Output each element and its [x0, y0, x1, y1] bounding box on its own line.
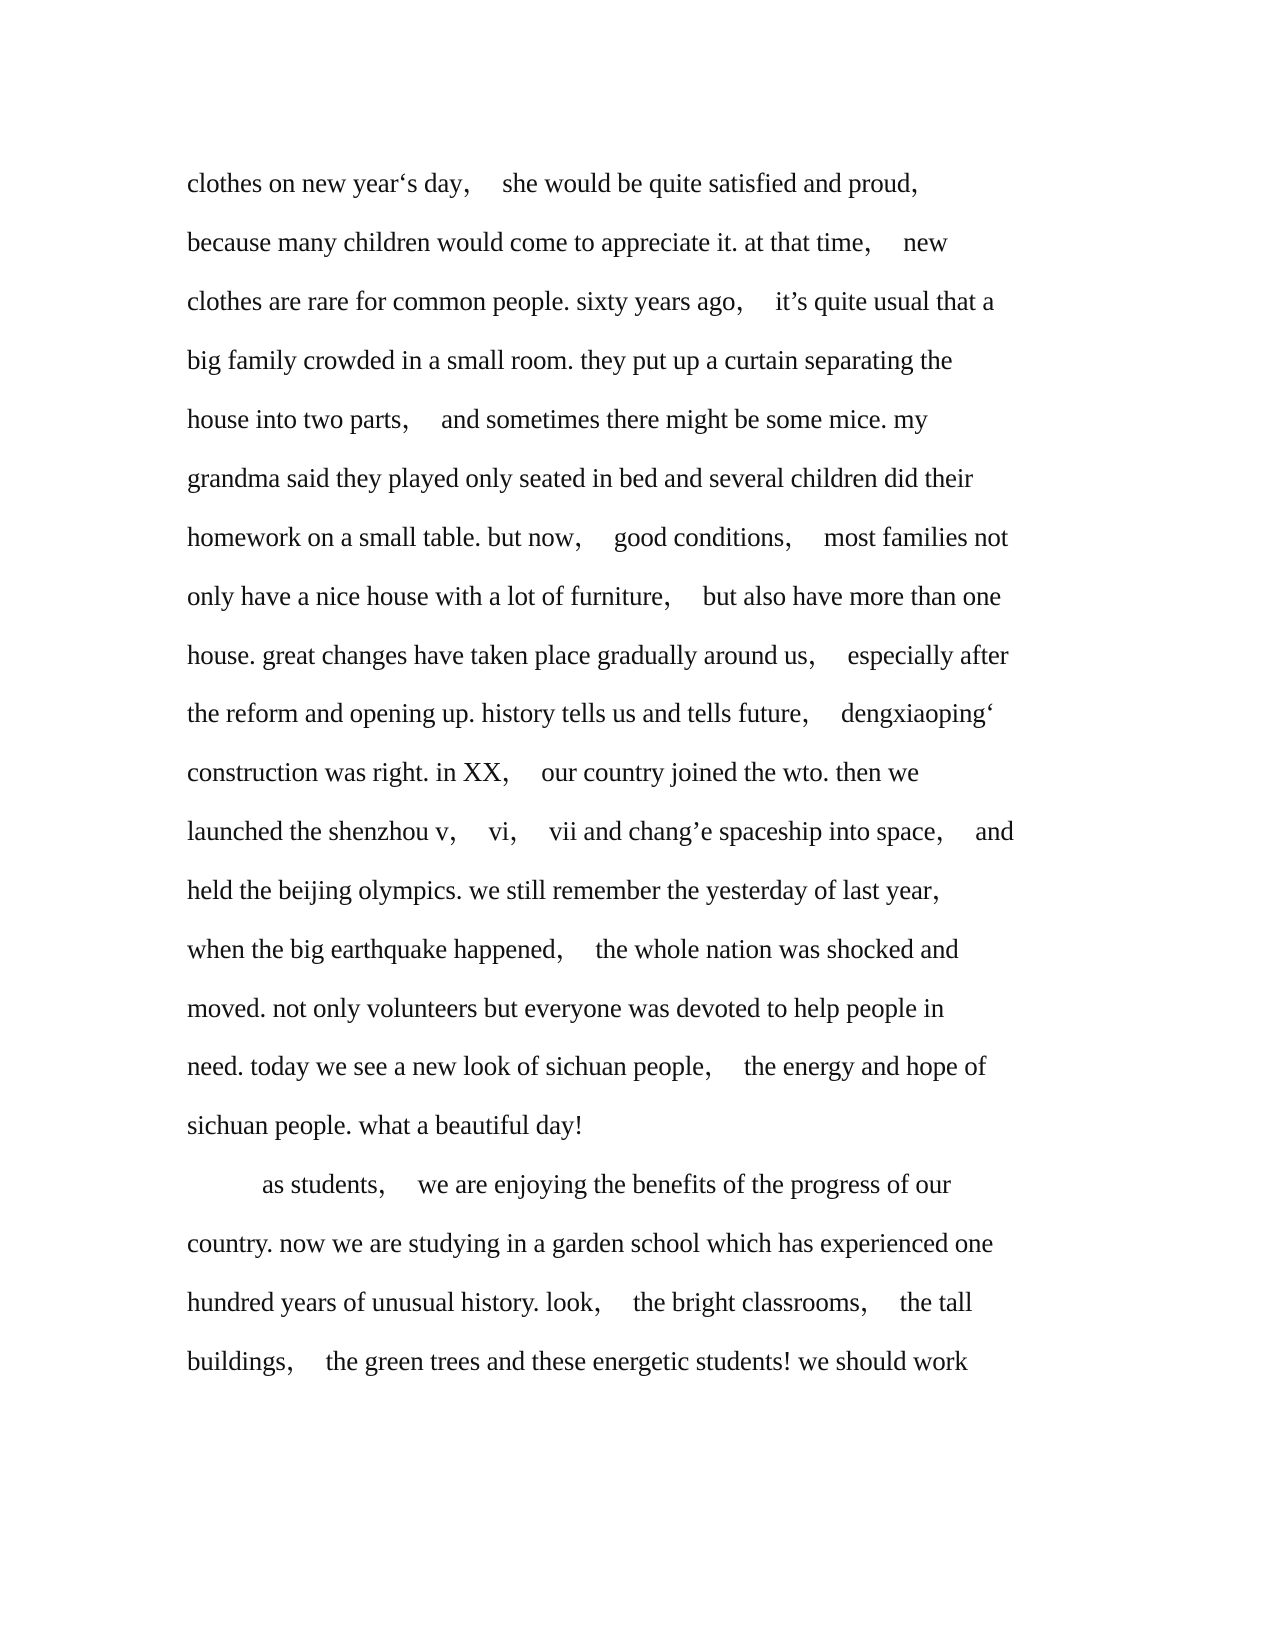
text-line: the reform and opening up. history tells us and tells future， dengxiaoping‘	[187, 698, 995, 728]
text-line: big family crowded in a small room. they put up a curtain separating the	[187, 345, 953, 375]
text-line: clothes are rare for common people. sixty years ago， it’s quite usual that a	[187, 286, 995, 316]
text-line: country. now we are studying in a garden school which has experienced one	[187, 1228, 994, 1258]
text-line: because many children would come to appreciate it. at that time， new	[187, 227, 948, 257]
text-line: house into two parts， and sometimes there might be some mice. my	[187, 404, 928, 434]
text-line: when the big earthquake happened， the whole nation was shocked and	[187, 934, 959, 964]
text-line: clothes on new year‘s day， she would be quite satisfied and proud，	[187, 168, 937, 198]
text-line: construction was right. in XX， our country joined the wto. then we	[187, 757, 919, 787]
text-line: launched the shenzhou v， vi， vii and chang’e spaceship into space， and	[187, 816, 1014, 846]
text-line: buildings， the green trees and these energetic students! we should work	[187, 1346, 968, 1376]
text-line: hundred years of unusual history. look， the bright classrooms， the tall	[187, 1287, 973, 1317]
text-line: house. great changes have taken place gradually around us， especially after	[187, 640, 1009, 670]
text-line: need. today we see a new look of sichuan people， the energy and hope of	[187, 1051, 987, 1081]
text-line: sichuan people. what a beautiful day!	[187, 1110, 583, 1140]
text-line: homework on a small table. but now， good conditions， most families not	[187, 522, 1009, 552]
text-line: only have a nice house with a lot of furniture， but also have more than one	[187, 581, 1002, 611]
text-line: moved. not only volunteers but everyone was devoted to help people in	[187, 993, 945, 1023]
paragraph-first-line: as students， we are enjoying the benefits of the progress of our	[262, 1169, 951, 1199]
text-line: held the beijing olympics. we still remember the yesterday of last year，	[187, 875, 959, 905]
text-line: grandma said they played only seated in bed and several children did their	[187, 463, 973, 493]
